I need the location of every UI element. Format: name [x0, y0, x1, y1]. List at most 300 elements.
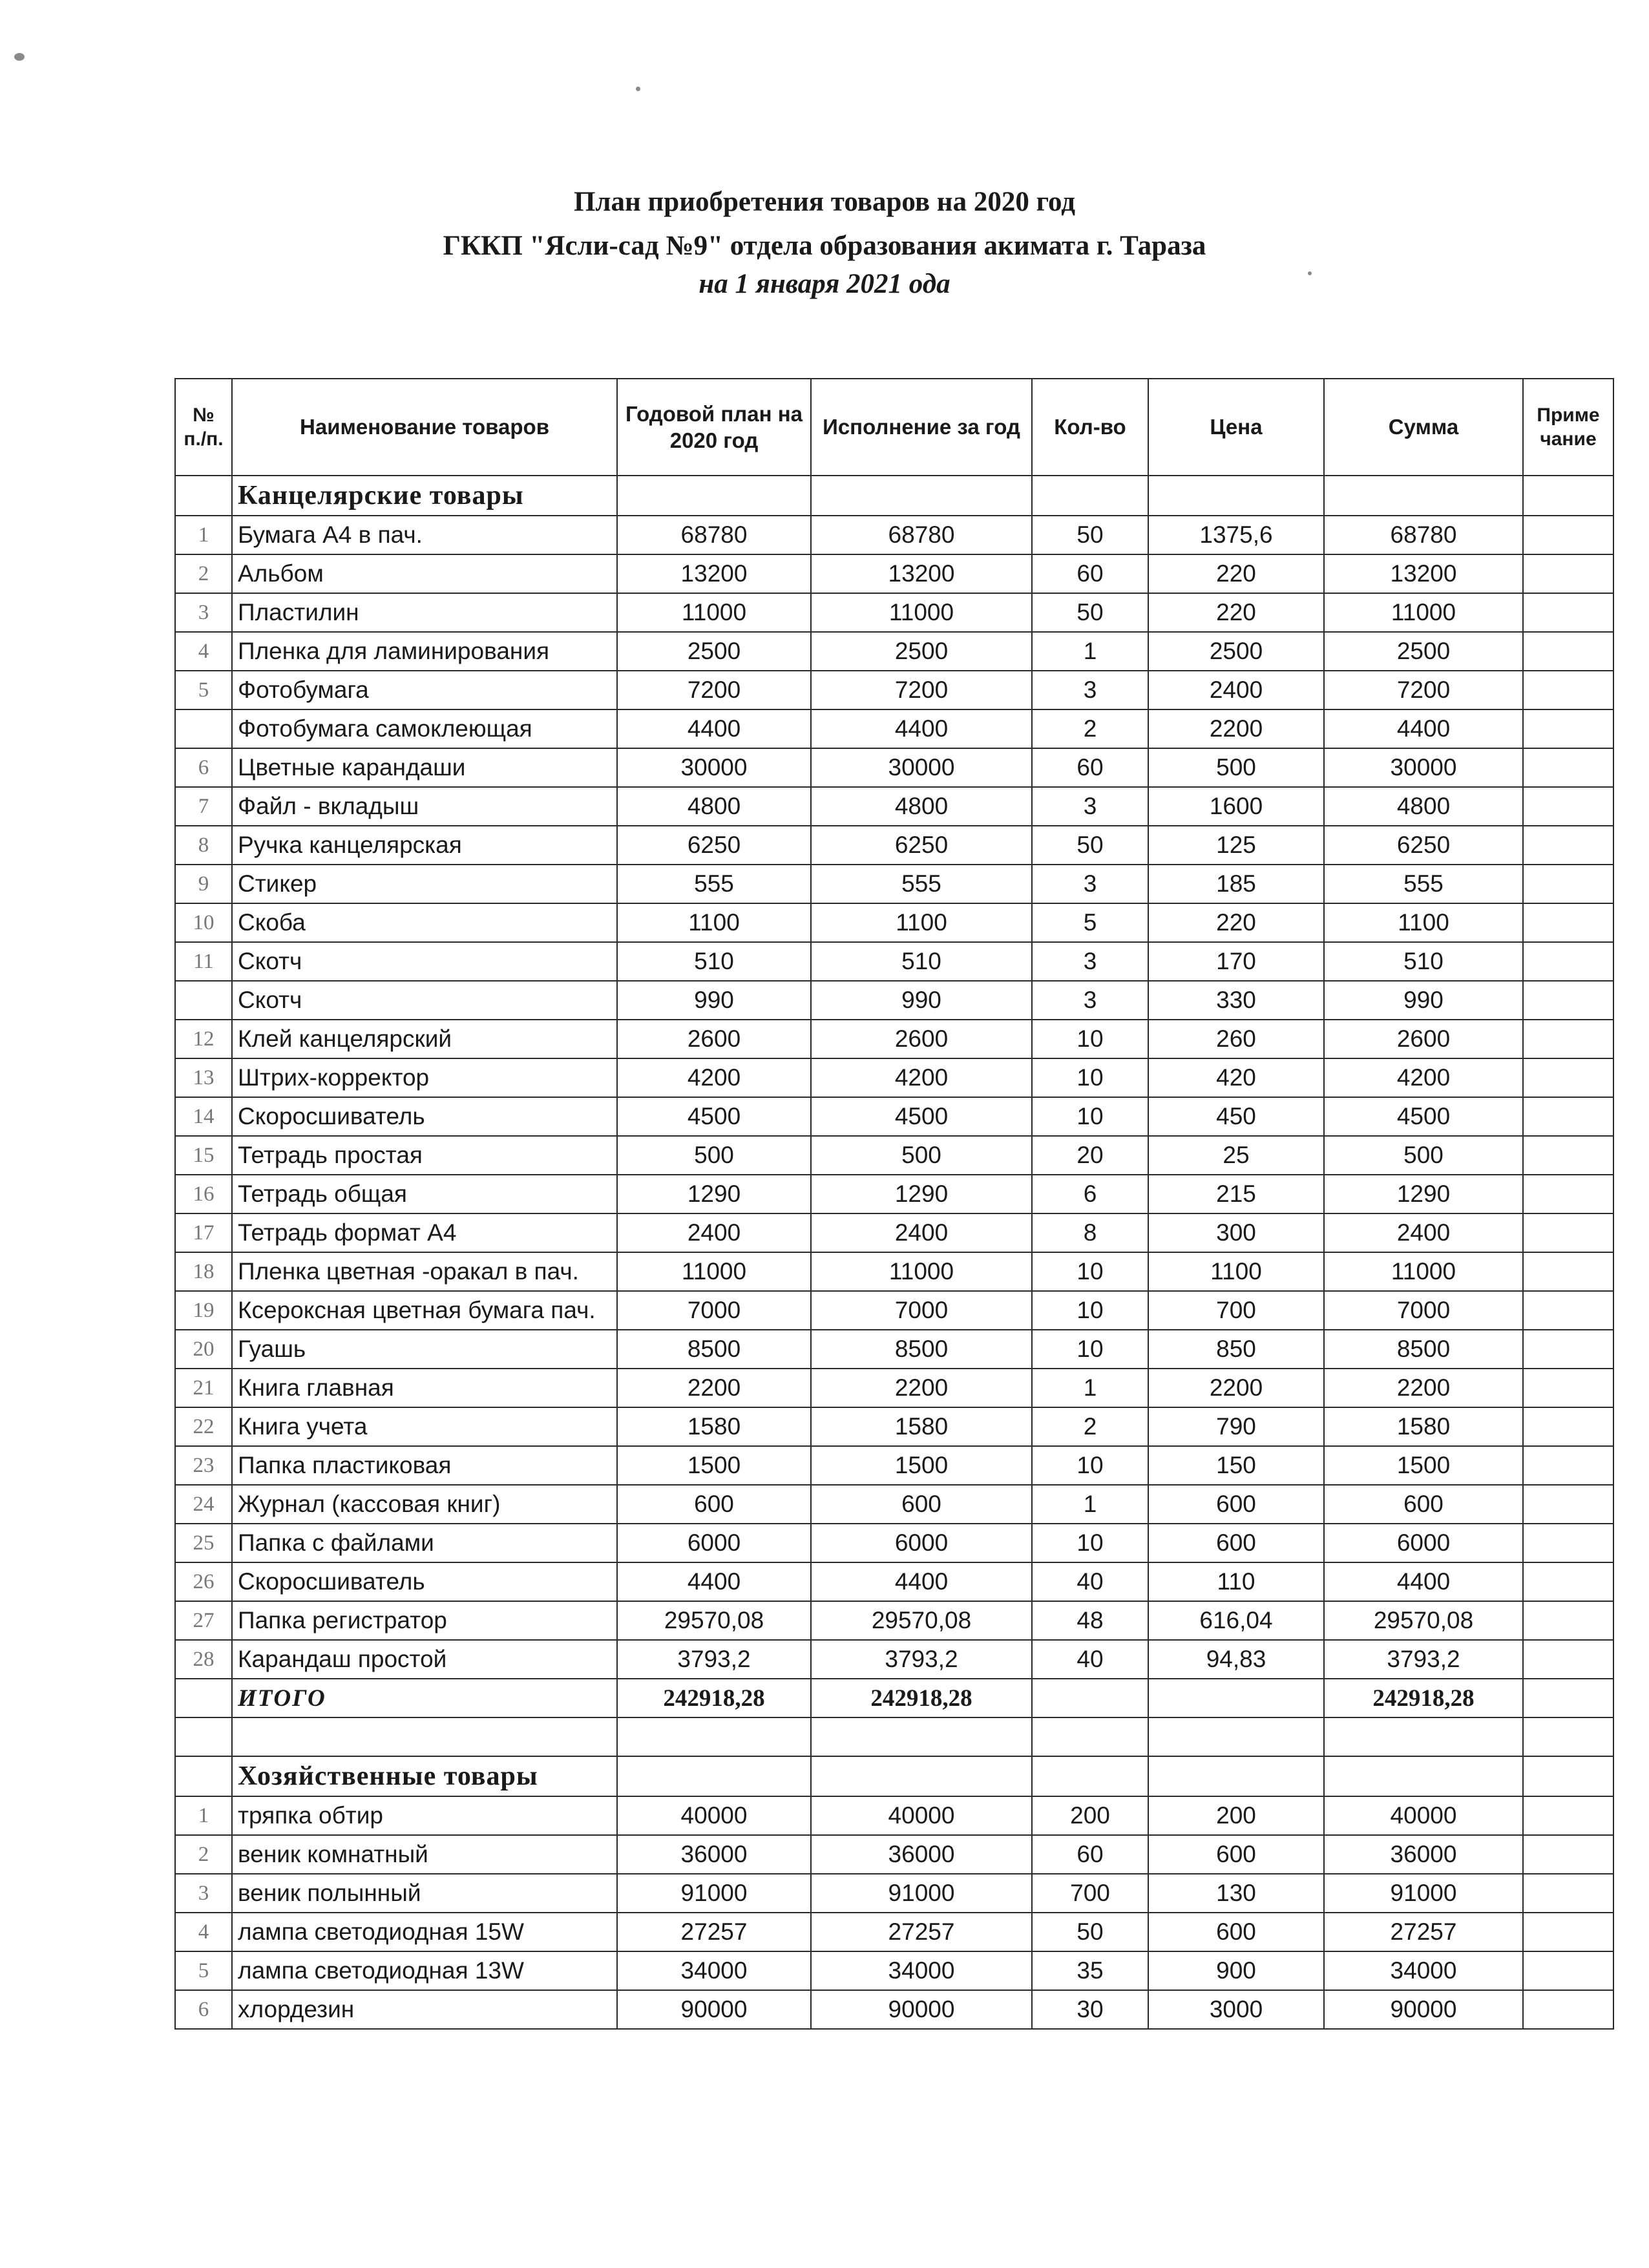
sum: 555	[1324, 865, 1523, 903]
table-row	[175, 1874, 1613, 1913]
table-row	[175, 1796, 1613, 1835]
item-name: Скотч	[232, 981, 617, 1020]
note	[1523, 1136, 1613, 1175]
table-row	[175, 1951, 1613, 1990]
row-number: 4	[175, 1913, 232, 1951]
quantity: 10	[1032, 1330, 1148, 1369]
item-name: веник полынный	[232, 1874, 617, 1913]
price: 2200	[1148, 1369, 1324, 1407]
quantity: 40	[1032, 1562, 1148, 1601]
price: 3000	[1148, 1990, 1324, 2029]
item-name: Гуашь	[232, 1330, 617, 1369]
sum: 1290	[1324, 1175, 1523, 1213]
row-number: 20	[175, 1330, 232, 1369]
row-number: 4	[175, 632, 232, 671]
note	[1523, 593, 1613, 632]
empty-cell	[232, 1717, 617, 1756]
quantity: 20	[1032, 1136, 1148, 1175]
total-label: ИТОГО	[232, 1679, 617, 1717]
price: 616,04	[1148, 1601, 1324, 1640]
exec-value: 40000	[811, 1796, 1032, 1835]
item-name: Фотобумага самоклеющая	[232, 709, 617, 748]
row-number: 1	[175, 516, 232, 554]
plan-value: 36000	[617, 1835, 811, 1874]
plan-value: 90000	[617, 1990, 811, 2029]
price: 1600	[1148, 787, 1324, 826]
item-name: Стикер	[232, 865, 617, 903]
report-date: на 1 января 2021 ода	[698, 269, 951, 299]
exec-value: 4400	[811, 709, 1032, 748]
exec-value: 500	[811, 1136, 1032, 1175]
price: 25	[1148, 1136, 1324, 1175]
quantity: 2	[1032, 1407, 1148, 1446]
item-name: Книга учета	[232, 1407, 617, 1446]
table-row	[175, 748, 1613, 787]
sum: 2600	[1324, 1020, 1523, 1058]
price: 220	[1148, 593, 1324, 632]
plan-value: 13200	[617, 554, 811, 593]
row-number: 15	[175, 1136, 232, 1175]
table-row	[175, 1640, 1613, 1679]
item-name: Тетрадь общая	[232, 1175, 617, 1213]
price: 130	[1148, 1874, 1324, 1913]
exec-value: 2500	[811, 632, 1032, 671]
quantity: 3	[1032, 671, 1148, 709]
quantity: 1	[1032, 1485, 1148, 1524]
price: 850	[1148, 1330, 1324, 1369]
quantity: 10	[1032, 1020, 1148, 1058]
row-number: 16	[175, 1175, 232, 1213]
row-number: 27	[175, 1601, 232, 1640]
price: 110	[1148, 1562, 1324, 1601]
scan-speck	[14, 53, 25, 61]
price: 94,83	[1148, 1640, 1324, 1679]
plan-value: 4200	[617, 1058, 811, 1097]
item-name: Бумага А4 в пач.	[232, 516, 617, 554]
exec-value: 4500	[811, 1097, 1032, 1136]
sum: 8500	[1324, 1330, 1523, 1369]
sum: 1500	[1324, 1446, 1523, 1485]
exec-value: 8500	[811, 1330, 1032, 1369]
empty-cell	[1523, 476, 1613, 516]
quantity: 3	[1032, 942, 1148, 981]
sum: 4800	[1324, 787, 1523, 826]
empty-cell	[1032, 1717, 1148, 1756]
section-header-row	[175, 476, 1613, 516]
plan-value: 68780	[617, 516, 811, 554]
row-number: 3	[175, 1874, 232, 1913]
item-name: Скоба	[232, 903, 617, 942]
quantity: 35	[1032, 1951, 1148, 1990]
plan-value: 6000	[617, 1524, 811, 1562]
sum: 7200	[1324, 671, 1523, 709]
note	[1523, 1291, 1613, 1330]
sum: 6000	[1324, 1524, 1523, 1562]
empty-cell	[1032, 1756, 1148, 1796]
row-number: 28	[175, 1640, 232, 1679]
quantity: 50	[1032, 593, 1148, 632]
table-row	[175, 632, 1613, 671]
plan-value: 4800	[617, 787, 811, 826]
empty-cell	[1032, 476, 1148, 516]
item-name: лампа светодиодная 13W	[232, 1951, 617, 1990]
document-title: План приобретения товаров на 2020 год	[573, 187, 1076, 217]
note	[1523, 826, 1613, 865]
plan-value: 40000	[617, 1796, 811, 1835]
price: 300	[1148, 1213, 1324, 1252]
quantity: 3	[1032, 865, 1148, 903]
row-number: 3	[175, 593, 232, 632]
col-price-header: Цена	[1148, 379, 1324, 476]
quantity: 10	[1032, 1291, 1148, 1330]
empty-cell	[175, 1717, 232, 1756]
note	[1523, 942, 1613, 981]
item-name: Пленка цветная -оракал в пач.	[232, 1252, 617, 1291]
note	[1523, 671, 1613, 709]
note	[1523, 516, 1613, 554]
exec-value: 1290	[811, 1175, 1032, 1213]
note	[1523, 1874, 1613, 1913]
table-row	[175, 1175, 1613, 1213]
plan-value: 27257	[617, 1913, 811, 1951]
table-row	[175, 593, 1613, 632]
item-name: Журнал (кассовая книг)	[232, 1485, 617, 1524]
item-name: Папка с файлами	[232, 1524, 617, 1562]
plan-value: 555	[617, 865, 811, 903]
item-name: Тетрадь формат А4	[232, 1213, 617, 1252]
note	[1523, 1835, 1613, 1874]
note	[1523, 1562, 1613, 1601]
table-row	[175, 981, 1613, 1020]
row-number: 23	[175, 1446, 232, 1485]
quantity: 3	[1032, 981, 1148, 1020]
plan-value: 2600	[617, 1020, 811, 1058]
note	[1523, 1913, 1613, 1951]
sum: 27257	[1324, 1913, 1523, 1951]
quantity: 60	[1032, 748, 1148, 787]
table-row	[175, 709, 1613, 748]
note	[1523, 632, 1613, 671]
item-name: Ксероксная цветная бумага пач.	[232, 1291, 617, 1330]
table-row	[175, 903, 1613, 942]
quantity: 10	[1032, 1524, 1148, 1562]
sum: 40000	[1324, 1796, 1523, 1835]
item-name: Скотч	[232, 942, 617, 981]
plan-value: 500	[617, 1136, 811, 1175]
row-number: 9	[175, 865, 232, 903]
sum: 91000	[1324, 1874, 1523, 1913]
exec-value: 68780	[811, 516, 1032, 554]
item-name: лампа светодиодная 15W	[232, 1913, 617, 1951]
row-number: 25	[175, 1524, 232, 1562]
plan-value: 30000	[617, 748, 811, 787]
goods-table	[174, 378, 1614, 2030]
table-row	[175, 1291, 1613, 1330]
exec-value: 4400	[811, 1562, 1032, 1601]
note	[1523, 981, 1613, 1020]
table-row	[175, 1213, 1613, 1252]
plan-value: 510	[617, 942, 811, 981]
note	[1523, 1252, 1613, 1291]
sum: 2500	[1324, 632, 1523, 671]
note	[1523, 1020, 1613, 1058]
exec-value: 2600	[811, 1020, 1032, 1058]
exec-value: 1500	[811, 1446, 1032, 1485]
quantity: 50	[1032, 826, 1148, 865]
note	[1523, 1990, 1613, 2029]
price: 200	[1148, 1796, 1324, 1835]
sum: 4200	[1324, 1058, 1523, 1097]
quantity: 40	[1032, 1640, 1148, 1679]
table-row	[175, 787, 1613, 826]
note	[1523, 1175, 1613, 1213]
note	[1523, 1524, 1613, 1562]
note	[1523, 709, 1613, 748]
table-body	[175, 476, 1613, 2029]
empty-cell	[1523, 1679, 1613, 1717]
sum: 1100	[1324, 903, 1523, 942]
item-name: Скоросшиватель	[232, 1562, 617, 1601]
row-number: 8	[175, 826, 232, 865]
table-row	[175, 1407, 1613, 1446]
quantity: 48	[1032, 1601, 1148, 1640]
table-row	[175, 1097, 1613, 1136]
table-row	[175, 1252, 1613, 1291]
plan-value: 91000	[617, 1874, 811, 1913]
price: 600	[1148, 1524, 1324, 1562]
empty-cell	[1148, 1756, 1324, 1796]
quantity: 60	[1032, 1835, 1148, 1874]
table-row	[175, 826, 1613, 865]
price: 2500	[1148, 632, 1324, 671]
empty-cell	[1032, 1679, 1148, 1717]
table-row	[175, 1601, 1613, 1640]
sum: 2400	[1324, 1213, 1523, 1252]
sum: 29570,08	[1324, 1601, 1523, 1640]
price: 600	[1148, 1835, 1324, 1874]
exec-value: 90000	[811, 1990, 1032, 2029]
note	[1523, 1485, 1613, 1524]
row-number: 14	[175, 1097, 232, 1136]
row-number: 6	[175, 1990, 232, 2029]
price: 790	[1148, 1407, 1324, 1446]
price: 185	[1148, 865, 1324, 903]
price: 450	[1148, 1097, 1324, 1136]
section-header-row	[175, 1756, 1613, 1796]
exec-value: 3793,2	[811, 1640, 1032, 1679]
table-row	[175, 1990, 1613, 2029]
table-row	[175, 1835, 1613, 1874]
exec-value: 1580	[811, 1407, 1032, 1446]
plan-value: 2200	[617, 1369, 811, 1407]
exec-value: 27257	[811, 1913, 1032, 1951]
item-name: Скоросшиватель	[232, 1097, 617, 1136]
exec-value: 11000	[811, 593, 1032, 632]
plan-value: 1290	[617, 1175, 811, 1213]
total-row	[175, 1679, 1613, 1717]
item-name: Тетрадь простая	[232, 1136, 617, 1175]
row-number: 5	[175, 1951, 232, 1990]
exec-value: 30000	[811, 748, 1032, 787]
plan-value: 7000	[617, 1291, 811, 1330]
empty-cell	[1324, 1756, 1523, 1796]
plan-value: 990	[617, 981, 811, 1020]
quantity: 200	[1032, 1796, 1148, 1835]
exec-value: 7000	[811, 1291, 1032, 1330]
empty-cell	[1523, 1756, 1613, 1796]
exec-value: 4200	[811, 1058, 1032, 1097]
price: 700	[1148, 1291, 1324, 1330]
exec-value: 91000	[811, 1874, 1032, 1913]
price: 600	[1148, 1913, 1324, 1951]
quantity: 50	[1032, 516, 1148, 554]
plan-value: 4400	[617, 1562, 811, 1601]
table-header-row	[175, 379, 1613, 476]
note	[1523, 748, 1613, 787]
sum: 1580	[1324, 1407, 1523, 1446]
sum: 600	[1324, 1485, 1523, 1524]
note	[1523, 1407, 1613, 1446]
item-name: Пленка для ламинирования	[232, 632, 617, 671]
plan-value: 1500	[617, 1446, 811, 1485]
table-row	[175, 516, 1613, 554]
item-name: Клей канцелярский	[232, 1020, 617, 1058]
sum: 510	[1324, 942, 1523, 981]
plan-value: 1580	[617, 1407, 811, 1446]
col-number-header: № п./п.	[175, 379, 232, 476]
price: 2200	[1148, 709, 1324, 748]
item-name: Папка пластиковая	[232, 1446, 617, 1485]
sum: 7000	[1324, 1291, 1523, 1330]
item-name: Папка регистратор	[232, 1601, 617, 1640]
sum: 990	[1324, 981, 1523, 1020]
plan-value: 29570,08	[617, 1601, 811, 1640]
table-row	[175, 1485, 1613, 1524]
quantity: 50	[1032, 1913, 1148, 1951]
price: 220	[1148, 554, 1324, 593]
plan-value: 3793,2	[617, 1640, 811, 1679]
plan-value: 34000	[617, 1951, 811, 1990]
sum: 68780	[1324, 516, 1523, 554]
price: 125	[1148, 826, 1324, 865]
row-number: 7	[175, 787, 232, 826]
note	[1523, 1640, 1613, 1679]
plan-value: 6250	[617, 826, 811, 865]
item-name: Фотобумага	[232, 671, 617, 709]
price: 170	[1148, 942, 1324, 981]
total-plan: 242918,28	[617, 1679, 811, 1717]
note	[1523, 1058, 1613, 1097]
sum: 30000	[1324, 748, 1523, 787]
table-row	[175, 1058, 1613, 1097]
row-number	[175, 709, 232, 748]
item-name: Пластилин	[232, 593, 617, 632]
quantity: 10	[1032, 1058, 1148, 1097]
row-number: 19	[175, 1291, 232, 1330]
row-number: 11	[175, 942, 232, 981]
note	[1523, 1330, 1613, 1369]
exec-value: 990	[811, 981, 1032, 1020]
exec-value: 29570,08	[811, 1601, 1032, 1640]
empty-cell	[617, 476, 811, 516]
empty-cell	[1324, 1717, 1523, 1756]
exec-value: 555	[811, 865, 1032, 903]
price: 500	[1148, 748, 1324, 787]
section-number-cell	[175, 1756, 232, 1796]
sum: 36000	[1324, 1835, 1523, 1874]
quantity: 5	[1032, 903, 1148, 942]
item-name: Карандаш простой	[232, 1640, 617, 1679]
note	[1523, 1213, 1613, 1252]
sum: 6250	[1324, 826, 1523, 865]
sum: 90000	[1324, 1990, 1523, 2029]
col-note-header: Приме чание	[1523, 379, 1613, 476]
note	[1523, 1446, 1613, 1485]
note	[1523, 1369, 1613, 1407]
empty-cell	[811, 1717, 1032, 1756]
item-name: тряпка обтир	[232, 1796, 617, 1835]
price: 330	[1148, 981, 1324, 1020]
plan-value: 7200	[617, 671, 811, 709]
sum: 13200	[1324, 554, 1523, 593]
row-number: 2	[175, 1835, 232, 1874]
empty-cell	[617, 1756, 811, 1796]
row-number: 12	[175, 1020, 232, 1058]
table-row	[175, 1913, 1613, 1951]
col-qty-header: Кол-во	[1032, 379, 1148, 476]
plan-value: 2400	[617, 1213, 811, 1252]
sum: 11000	[1324, 1252, 1523, 1291]
exec-value: 6000	[811, 1524, 1032, 1562]
item-name: Штрих-корректор	[232, 1058, 617, 1097]
plan-value: 11000	[617, 1252, 811, 1291]
exec-value: 7200	[811, 671, 1032, 709]
col-sum-header: Сумма	[1324, 379, 1523, 476]
plan-value: 4500	[617, 1097, 811, 1136]
row-number: 10	[175, 903, 232, 942]
quantity: 10	[1032, 1446, 1148, 1485]
scan-speck	[636, 87, 640, 91]
table-row	[175, 1136, 1613, 1175]
empty-cell	[1148, 1679, 1324, 1717]
empty-cell	[1148, 476, 1324, 516]
exec-value: 34000	[811, 1951, 1032, 1990]
note	[1523, 1796, 1613, 1835]
item-name: хлордезин	[232, 1990, 617, 2029]
exec-value: 2400	[811, 1213, 1032, 1252]
sum: 4400	[1324, 709, 1523, 748]
quantity: 3	[1032, 787, 1148, 826]
quantity: 2	[1032, 709, 1148, 748]
table-row	[175, 1524, 1613, 1562]
note	[1523, 554, 1613, 593]
item-name: Альбом	[232, 554, 617, 593]
exec-value: 36000	[811, 1835, 1032, 1874]
table-row	[175, 942, 1613, 981]
plan-value: 1100	[617, 903, 811, 942]
row-number: 24	[175, 1485, 232, 1524]
quantity: 8	[1032, 1213, 1148, 1252]
note	[1523, 865, 1613, 903]
table-row	[175, 1330, 1613, 1369]
price: 420	[1148, 1058, 1324, 1097]
row-number: 13	[175, 1058, 232, 1097]
price: 2400	[1148, 671, 1324, 709]
sum: 500	[1324, 1136, 1523, 1175]
item-name: Цветные карандаши	[232, 748, 617, 787]
exec-value: 510	[811, 942, 1032, 981]
exec-value: 600	[811, 1485, 1032, 1524]
